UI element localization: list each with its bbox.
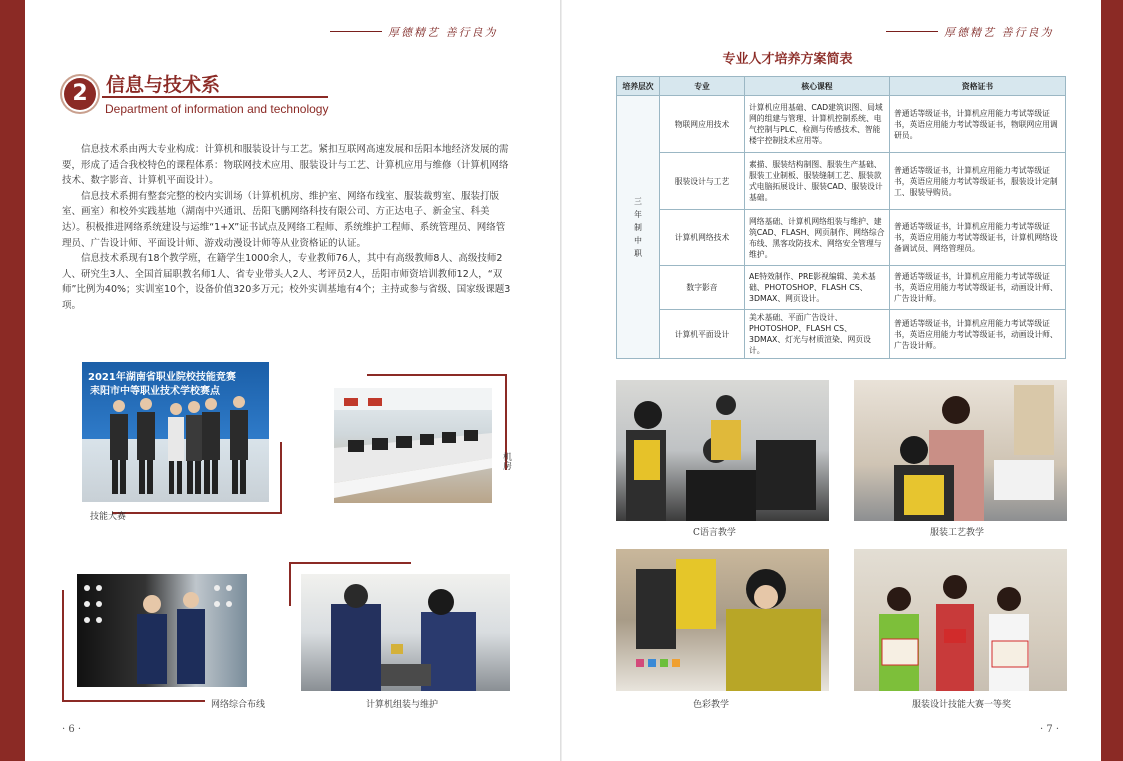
page-number-right: · 7 ·: [1040, 724, 1060, 735]
caption-contest: 技能大赛: [90, 512, 127, 522]
caption-fashion-contest: 服装设计技能大赛一等奖: [912, 700, 1012, 710]
section-number-badge: 2: [64, 78, 96, 110]
training-plan-table: [616, 76, 1066, 359]
courses-cell: 美术基础、平面广告设计、PHOTOSHOP、FLASH CS、3DMAX、灯光与材质渲染、网页设计。: [745, 310, 890, 359]
table-row: [617, 310, 1066, 359]
certificates-cell: 普通话等级证书，计算机应用能力考试等级证书，英语应用能力考试等级证书，服装设计定制工、服装导购员。: [890, 153, 1066, 210]
assembly-frame-line: [289, 562, 411, 606]
contest-banner-line2: 耒阳市中等职业技术学校赛点: [90, 386, 220, 397]
department-description: [62, 142, 512, 314]
caption-network: 网络综合布线: [211, 700, 266, 710]
table-row: [617, 210, 1066, 266]
certificates-cell: 普通话等级证书，计算机应用能力考试等级证书，英语应用能力考试等级证书，动画设计师、广告设计师。: [890, 266, 1066, 310]
header-certificates: 资格证书: [890, 77, 1066, 96]
certificates-cell: 普通话等级证书，计算机应用能力考试等级证书，英语应用能力考试等级证书，动画设计师、广告设计师。: [890, 310, 1066, 359]
level-cell: [617, 96, 660, 359]
motto-rule-left: [330, 31, 382, 32]
page-gutter: [560, 0, 562, 761]
courses-cell: 网络基础、计算机网络组装与维护、建筑CAD、FLASH、网页制作、网络综合布线、黑客攻防技术、网络安全管理与维护。: [745, 210, 890, 266]
motto-right: 厚德精艺 善行良为: [944, 26, 1054, 39]
certificates-cell: 普通话等级证书，计算机应用能力考试等级证书，英语应用能力考试等级证书，物联网应用调研员。: [890, 96, 1066, 153]
major-cell: 计算机平面设计: [660, 310, 745, 359]
caption-lab: 机房: [501, 452, 511, 470]
c-language-illustration: [616, 380, 829, 521]
color-teaching-photo: [616, 549, 829, 691]
table-row: [617, 153, 1066, 210]
fashion-contest-photo: [854, 549, 1067, 691]
major-cell: 数字影音: [660, 266, 745, 310]
table-title: 专业人才培养方案简表: [722, 52, 853, 67]
caption-garment-craft: 服装工艺教学: [930, 528, 985, 538]
major-cell: 计算机网络技术: [660, 210, 745, 266]
caption-c-language: C语言教学: [693, 528, 736, 538]
right-edge-band: [1101, 0, 1123, 761]
left-edge-band: [0, 0, 25, 761]
caption-color: 色彩教学: [693, 700, 730, 710]
courses-cell: AE特效制作、PRE影视编辑、美术基础、PHOTOSHOP、FLASH CS、3DMAX、网页设计。: [745, 266, 890, 310]
lab-frame-line: [367, 374, 507, 470]
contest-frame-line: [112, 442, 282, 514]
header-courses: 核心课程: [745, 77, 890, 96]
major-cell: 物联网应用技术: [660, 96, 745, 153]
certificates-cell: 普通话等级证书，计算机应用能力考试等级证书，英语应用能力考试等级证书，计算机网络设备调试员、网络管理员。: [890, 210, 1066, 266]
fashion-contest-illustration: [854, 549, 1067, 691]
garment-craft-photo: [854, 380, 1067, 521]
page-number-left: · 6 ·: [62, 724, 82, 735]
table-row: [617, 96, 1066, 153]
caption-assembly: 计算机组装与维护: [366, 700, 439, 710]
paragraph: 信息技术系由两大专业构成：计算机和服装设计与工艺。紧扣互联网高速发展和岳阳本地经济发展的需要，形成了适合我校特色的课程体系：物联网技术应用、服装设计与工艺、计算机应用与维修（计算机网络技术、数字影音、计算机平面设计）。: [62, 144, 509, 187]
level-text: 三年制中职: [634, 196, 642, 258]
section-subtitle: Department of information and technology: [105, 102, 329, 116]
contest-banner-line1: 2021年湖南省职业院校技能竞赛: [88, 372, 236, 383]
motto-left: 厚德精艺 善行良为: [388, 26, 498, 39]
garment-craft-illustration: [854, 380, 1067, 521]
header-major: 专业: [660, 77, 745, 96]
table-row: [617, 266, 1066, 310]
header-level: 培养层次: [617, 77, 660, 96]
major-cell: 服装设计与工艺: [660, 153, 745, 210]
section-title: 信息与技术系: [106, 74, 221, 96]
section-title-rule: [102, 96, 328, 98]
paragraph: 信息技术系现有18个教学班，在籍学生1000余人，专业教师76人，其中有高级教师8人、高级技师2人、研究生3人、全国首届职教名师1人、省专业带头人2人、考评员2人，岳阳市师资培训教师12人，“双师”比例为40%；实训室10个，设备价值320多万元；校外实训基地有4个；主持或参与省级、国家级课题3项。: [62, 253, 511, 311]
courses-cell: 计算机应用基础、CAD建筑识图、局域网的组建与管理、计算机控制系统、电气控制与PLC、检测与传感技术、智能楼宇控制技术应用等。: [745, 96, 890, 153]
motto-rule-right: [886, 31, 938, 32]
courses-cell: 素描、服装结构制图、服装生产基础、服装工业制板、服装缝制工艺、服装款式电脑拓展设计、服装CAD、服装设计基础。: [745, 153, 890, 210]
table-header-row: [617, 77, 1066, 96]
paragraph: 信息技术系拥有整套完整的校内实训场（计算机机房、维护室、网络布线室、服装裁剪室、服装打版室、画室）和校外实践基地（湖南中兴通讯、岳阳飞鹏网络科技有限公司、方正达电子、新金宝、科美达）。积极推进网络系统建设与运维“1+X”证书试点及网络工程师、系统维护工程师、系统管理员、网络管理员、广告设计师、平面设计师、游戏动漫设计师等从业资格证的认证。: [62, 190, 506, 249]
network-frame-line: [62, 590, 205, 702]
color-teaching-illustration: [616, 549, 829, 691]
c-language-photo: [616, 380, 829, 521]
